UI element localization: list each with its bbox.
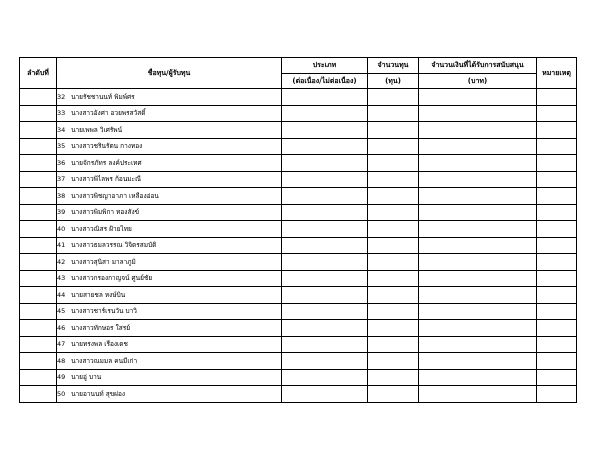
type-cell [282, 287, 368, 304]
count-cell [368, 353, 419, 370]
header-count-sub: (ทุน) [368, 74, 419, 89]
order-cell [20, 369, 57, 386]
order-cell [20, 204, 57, 221]
order-cell [20, 320, 57, 337]
type-cell [282, 336, 368, 353]
amount-cell [419, 287, 537, 304]
row-number: 40 [57, 224, 66, 233]
recipient-name: นางสาวธมลวรรณ วิจิตรสมบัติ [71, 241, 157, 250]
amount-cell [419, 369, 537, 386]
amount-cell [419, 155, 537, 172]
row-number: 33 [57, 109, 66, 118]
recipient-cell [57, 270, 282, 287]
amount-cell [419, 237, 537, 254]
count-cell [368, 188, 419, 205]
remark-cell [537, 105, 577, 122]
order-cell [20, 155, 57, 172]
recipient-name: นายเพพล วิเศรัพน์ [71, 125, 123, 134]
remark-cell [537, 188, 577, 205]
order-cell [20, 353, 57, 370]
type-cell [282, 171, 368, 188]
row-number: 49 [57, 373, 66, 382]
table-row [20, 204, 577, 221]
amount-cell [419, 89, 537, 106]
remark-cell [537, 287, 577, 304]
remark-cell [537, 270, 577, 287]
table-row [20, 138, 577, 155]
amount-cell [419, 353, 537, 370]
order-cell [20, 105, 57, 122]
header-order: ลำดับที่ [20, 58, 57, 89]
count-cell [368, 336, 419, 353]
order-cell [20, 386, 57, 403]
table-row [20, 89, 577, 106]
row-number: 32 [57, 92, 66, 101]
row-number: 43 [57, 274, 66, 283]
row-number: 38 [57, 191, 66, 200]
recipient-cell [57, 89, 282, 106]
header-type: ประเภท [282, 58, 368, 74]
count-cell [368, 386, 419, 403]
row-number: 47 [57, 340, 66, 349]
table-body [20, 89, 577, 403]
row-number: 36 [57, 158, 66, 167]
recipient-cell [57, 237, 282, 254]
recipient-name: นายทรงพล เรืองเดช [71, 340, 128, 349]
recipient-cell [57, 254, 282, 271]
row-number: 39 [57, 208, 66, 217]
amount-cell [419, 386, 537, 403]
type-cell [282, 221, 368, 238]
amount-cell [419, 320, 537, 337]
order-cell [20, 237, 57, 254]
table-row [20, 105, 577, 122]
table-row [20, 270, 577, 287]
amount-cell [419, 254, 537, 271]
recipient-cell [57, 221, 282, 238]
recipient-name: นางสาวพิชญาอาภา เหลืองอ่อน [71, 191, 159, 200]
remark-cell [537, 155, 577, 172]
amount-cell [419, 188, 537, 205]
recipient-cell [57, 386, 282, 403]
remark-cell [537, 353, 577, 370]
recipient-name: นายอู่ บาน [71, 373, 102, 382]
type-cell [282, 138, 368, 155]
recipient-name: นายจักรภัทร ลงค์ประเทศ [71, 158, 142, 167]
recipient-cell [57, 336, 282, 353]
order-cell [20, 254, 57, 271]
count-cell [368, 254, 419, 271]
recipient-name: นางสาวชรินรัตน กางทอง [71, 142, 143, 151]
table-row [20, 336, 577, 353]
row-number: 34 [57, 125, 66, 134]
remark-cell [537, 386, 577, 403]
recipient-name: นางสาวพิมพิกา ทองสังข์ [71, 208, 140, 217]
count-cell [368, 171, 419, 188]
header-type-sub: (ต่อเนื่อง/ไม่ต่อเนื่อง) [282, 74, 368, 89]
recipient-cell [57, 287, 282, 304]
recipient-cell [57, 155, 282, 172]
order-cell [20, 221, 57, 238]
table-row [20, 221, 577, 238]
header-amount: จำนวนเงินที่ได้รับการสนับสนุน [419, 58, 537, 74]
type-cell [282, 254, 368, 271]
order-cell [20, 188, 57, 205]
remark-cell [537, 221, 577, 238]
remark-cell [537, 369, 577, 386]
type-cell [282, 155, 368, 172]
recipient-name: นายรัชชานนท์ พิมพ์ศร [71, 92, 135, 101]
type-cell [282, 105, 368, 122]
count-cell [368, 287, 419, 304]
table-row [20, 320, 577, 337]
recipient-name: นางสาวชาร์เรนวัน บาวิ [71, 307, 137, 316]
table-row [20, 122, 577, 139]
row-number: 50 [57, 389, 66, 398]
amount-cell [419, 221, 537, 238]
order-cell [20, 89, 57, 106]
type-cell [282, 303, 368, 320]
recipient-name: นางสาวสุนิสา มาลาภูมิ [71, 257, 136, 266]
row-number: 48 [57, 356, 66, 365]
type-cell [282, 369, 368, 386]
amount-cell [419, 204, 537, 221]
recipient-name: นางสาวณิสร ฝ้ายไทย [71, 224, 132, 233]
recipient-cell [57, 188, 282, 205]
remark-cell [537, 171, 577, 188]
recipient-cell [57, 320, 282, 337]
remark-cell [537, 138, 577, 155]
recipient-name: นางสาวทักษอร ใสรย์ [71, 323, 131, 332]
order-cell [20, 303, 57, 320]
table-row [20, 155, 577, 172]
remark-cell [537, 237, 577, 254]
table-row [20, 303, 577, 320]
header-name: ชื่อทุน/ผู้รับทุน [57, 58, 282, 89]
remark-cell [537, 122, 577, 139]
count-cell [368, 320, 419, 337]
type-cell [282, 270, 368, 287]
row-number: 42 [57, 257, 66, 266]
type-cell [282, 122, 368, 139]
table-row [20, 386, 577, 403]
row-number: 37 [57, 175, 66, 184]
count-cell [368, 237, 419, 254]
order-cell [20, 122, 57, 139]
count-cell [368, 369, 419, 386]
row-number: 35 [57, 142, 66, 151]
recipient-cell [57, 105, 282, 122]
table-row [20, 171, 577, 188]
row-number: 45 [57, 307, 66, 316]
scholarship-table [19, 57, 577, 403]
type-cell [282, 204, 368, 221]
order-cell [20, 138, 57, 155]
remark-cell [537, 89, 577, 106]
recipient-cell [57, 204, 282, 221]
count-cell [368, 105, 419, 122]
amount-cell [419, 171, 537, 188]
recipient-name: นางสาวกรองกาญจน์ ศูนย์ชัย [71, 274, 153, 283]
recipient-name: นายสายชล หงษ์บิน [71, 290, 126, 299]
table-row [20, 188, 577, 205]
recipient-name: นางสาวณมมล คนมีเก่า [71, 356, 138, 365]
remark-cell [537, 303, 577, 320]
type-cell [282, 237, 368, 254]
amount-cell [419, 122, 537, 139]
type-cell [282, 386, 368, 403]
count-cell [368, 89, 419, 106]
recipient-cell [57, 171, 282, 188]
table-row [20, 254, 577, 271]
recipient-name: นางสาวพิไลพร ก้อนมะณี [71, 175, 142, 184]
remark-cell [537, 320, 577, 337]
recipient-name: นายอานนท์ สุขผ่อง [71, 389, 126, 398]
recipient-cell [57, 138, 282, 155]
count-cell [368, 221, 419, 238]
remark-cell [537, 336, 577, 353]
amount-cell [419, 336, 537, 353]
amount-cell [419, 270, 537, 287]
header-remark: หมายเหตุ [537, 58, 577, 89]
recipient-cell [57, 122, 282, 139]
order-cell [20, 287, 57, 304]
type-cell [282, 353, 368, 370]
count-cell [368, 303, 419, 320]
row-number: 44 [57, 290, 66, 299]
table-row [20, 287, 577, 304]
order-cell [20, 270, 57, 287]
remark-cell [537, 204, 577, 221]
amount-cell [419, 138, 537, 155]
count-cell [368, 122, 419, 139]
count-cell [368, 138, 419, 155]
header-count: จำนวนทุน [368, 58, 419, 74]
header-amount-sub: (บาท) [419, 74, 537, 89]
recipient-cell [57, 369, 282, 386]
type-cell [282, 89, 368, 106]
order-cell [20, 171, 57, 188]
count-cell [368, 270, 419, 287]
count-cell [368, 155, 419, 172]
recipient-name: นางสาวอังศา อวยพรสวัสดิ์ [71, 109, 146, 118]
type-cell [282, 188, 368, 205]
type-cell [282, 320, 368, 337]
table-row [20, 369, 577, 386]
recipient-cell [57, 303, 282, 320]
remark-cell [537, 254, 577, 271]
order-cell [20, 336, 57, 353]
amount-cell [419, 105, 537, 122]
recipient-cell [57, 353, 282, 370]
count-cell [368, 204, 419, 221]
row-number: 46 [57, 323, 66, 332]
table-row [20, 353, 577, 370]
table-row [20, 237, 577, 254]
amount-cell [419, 303, 537, 320]
row-number: 41 [57, 241, 66, 250]
